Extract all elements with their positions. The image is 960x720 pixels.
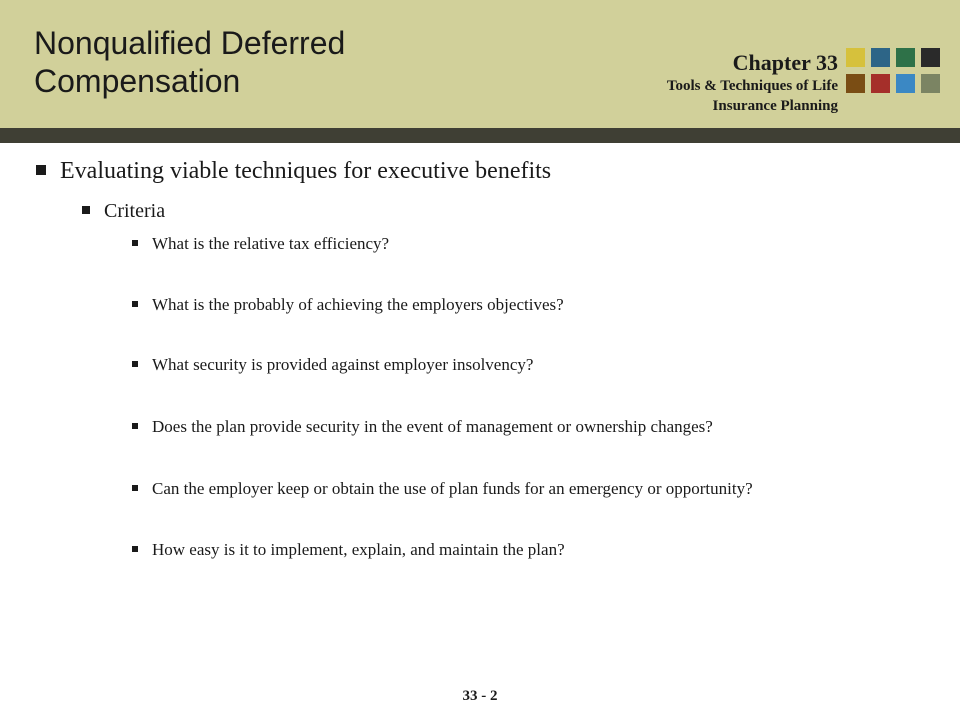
criteria-item xyxy=(132,417,713,437)
criteria-text: What is the relative tax efficiency? xyxy=(152,234,390,253)
square-bullet-icon xyxy=(132,361,138,367)
color-swatch-grid xyxy=(846,48,942,96)
criteria-item xyxy=(132,295,564,315)
swatch-6 xyxy=(871,74,890,93)
bullet-heading xyxy=(36,158,551,185)
criteria-text: What is the probably of achieving the employers objectives? xyxy=(152,295,564,314)
square-bullet-icon xyxy=(132,301,138,307)
criteria-text: Does the plan provide security in the event of management or ownership changes? xyxy=(152,417,713,436)
square-bullet-icon xyxy=(132,546,138,552)
criteria-item xyxy=(132,479,753,499)
swatch-3 xyxy=(896,48,915,67)
chapter-block xyxy=(667,50,838,116)
square-bullet-icon xyxy=(82,206,90,214)
bullet-subheading xyxy=(82,200,165,223)
page-number: 33 - 2 xyxy=(462,688,498,704)
chapter-subtitle-line2: Insurance Planning xyxy=(712,98,838,114)
swatch-8 xyxy=(921,74,940,93)
criteria-item xyxy=(132,540,565,560)
header-bar xyxy=(0,0,960,128)
heading-text: Evaluating viable techniques for executive benefits xyxy=(60,158,552,184)
criteria-item xyxy=(132,234,389,254)
square-bullet-icon xyxy=(132,240,138,246)
swatch-5 xyxy=(846,74,865,93)
square-bullet-icon xyxy=(132,423,138,429)
swatch-2 xyxy=(871,48,890,67)
criteria-text: Can the employer keep or obtain the use of plan funds for an emergency or opportunity? xyxy=(152,479,753,498)
criteria-item xyxy=(132,355,533,375)
swatch-1 xyxy=(846,48,865,67)
criteria-text: What security is provided against employer insolvency? xyxy=(152,355,534,374)
square-bullet-icon xyxy=(132,485,138,491)
subheading-text: Criteria xyxy=(104,200,166,222)
swatch-4 xyxy=(921,48,940,67)
square-bullet-icon xyxy=(36,165,46,175)
criteria-text: How easy is it to implement, explain, and maintain the plan? xyxy=(152,540,565,559)
swatch-7 xyxy=(896,74,915,93)
header-divider xyxy=(0,128,960,143)
slide-title: Nonqualified Deferred Compensation xyxy=(34,25,346,99)
chapter-subtitle-line1: Tools & Techniques of Life xyxy=(666,78,838,94)
chapter-label: Chapter 33 xyxy=(732,50,838,75)
